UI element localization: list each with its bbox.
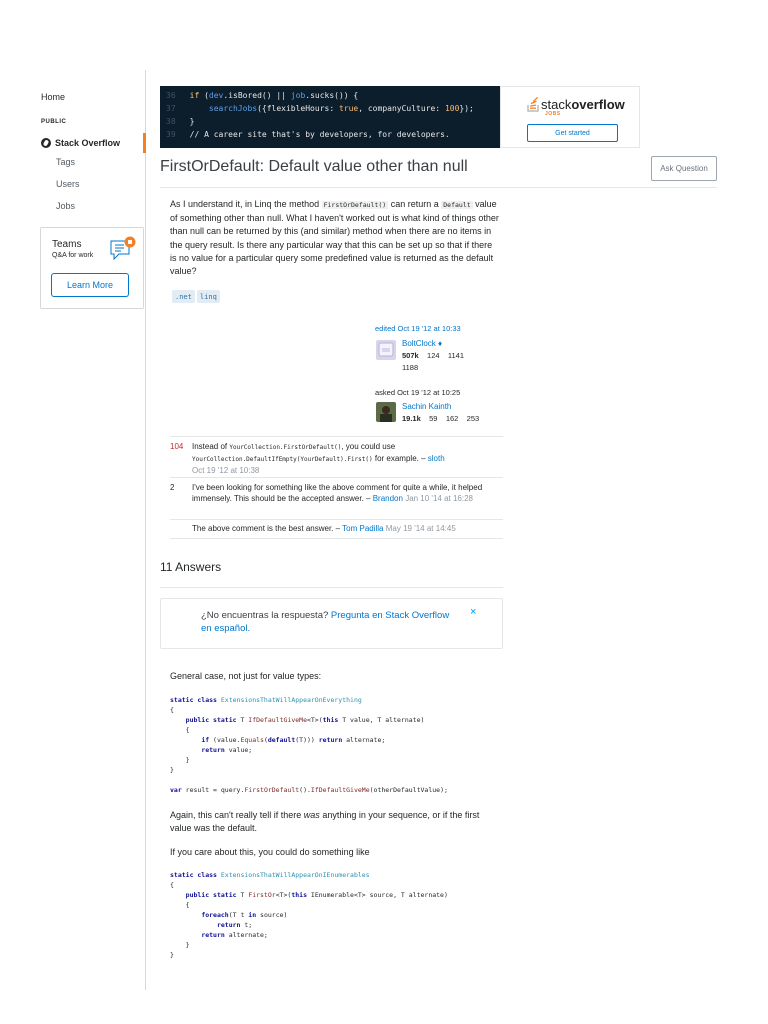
comment-divider (170, 519, 503, 520)
asker-name[interactable]: Sachin Kainth (402, 402, 452, 411)
stackoverflow-jobs-logo: stack overflow (527, 96, 625, 112)
close-icon[interactable]: × (470, 606, 477, 618)
answers-count: 11 Answers (160, 560, 222, 574)
answer-code-block: static class ExtensionsThatWillAppearOnEverything { public static T IfDefaultGiveMe<T>(this T value, T alternate) { if (value.Equals(default(T))) return alternate; return value; } } var result = query.FirstOrDefault().IfDefaultGiveMe(otherDefaultValue); (170, 696, 448, 794)
comment-user[interactable]: Tom Padilla (342, 524, 384, 533)
asked-timestamp: asked Oct 19 '12 at 10:25 (375, 388, 461, 397)
jobs-label: JOBS (545, 111, 561, 117)
teams-panel (40, 227, 144, 309)
question-title[interactable]: FirstOrDefault: Default value other than null (160, 158, 468, 175)
nav-public-heading: PUBLIC (41, 119, 67, 125)
comment-divider (170, 477, 503, 478)
question-body: As I understand it, in Linq the method FirstOrDefault() can return a Default value of something other than null. What I haven't worked out is what kind of things other than null can be returned by this (and similar) method when there are no items in the query result. Is there any particular way that this can be set up so that if there is no value for a particular query some predefined value is returned as the default value? (170, 199, 499, 277)
comment-score: 2 (170, 483, 175, 492)
editor-bronze: 1188 (402, 363, 419, 372)
spanish-site-promo: ¿No encuentras la respuesta? Pregunta en Stack Overflow en español. × (160, 598, 503, 649)
editor-reputation: 507k 124 1141 (402, 351, 465, 360)
comment-user[interactable]: Brandon (372, 494, 403, 503)
answer-paragraph: If you care about this, you could do something like (170, 847, 370, 857)
edited-timestamp[interactable]: edited Oct 19 '12 at 10:33 (375, 324, 461, 333)
tag-linq[interactable]: linq (197, 290, 220, 303)
nav-users[interactable]: Users (56, 179, 80, 189)
comment-user[interactable]: sloth (427, 454, 445, 463)
teams-chat-icon (110, 235, 136, 261)
nav-jobs[interactable]: Jobs (56, 201, 76, 211)
ask-question-button[interactable]: Ask Question (651, 156, 717, 181)
ad-code-line: 38 } (166, 117, 195, 126)
comments-divider (170, 436, 503, 437)
editor-avatar[interactable] (376, 340, 396, 360)
promo-link[interactable]: Pregunta en Stack Overflow en español. (201, 610, 450, 634)
globe-icon (41, 138, 51, 148)
asker-avatar[interactable] (376, 402, 396, 422)
jobs-ad-code[interactable] (160, 86, 500, 148)
comment-divider (170, 538, 503, 539)
ad-code-line: 36 if (dev.isBored() || job.sucks()) { (166, 91, 359, 100)
learn-more-button[interactable]: Learn More (51, 273, 129, 297)
header-divider (160, 187, 717, 188)
answers-divider (160, 587, 503, 588)
stack-logo-icon (527, 96, 541, 112)
answer-paragraph: Again, this can't really tell if there was anything in your sequence, or if the first value was the default. (170, 810, 480, 834)
teams-title: Teams (52, 239, 82, 250)
nav-home[interactable]: Home (41, 92, 66, 102)
jobs-ad-panel (500, 86, 640, 148)
tag-net[interactable]: .net (172, 290, 195, 303)
nav-stack-overflow-label: Stack Overflow (55, 138, 121, 148)
asker-reputation: 19.1k 59 162 253 (402, 414, 480, 423)
editor-name[interactable]: BoltClock ♦ (402, 339, 443, 348)
comment-score: 104 (170, 442, 184, 451)
answer-code-block: static class ExtensionsThatWillAppearOnIEnumerables { public static T FirstOr<T>(this IEnumerable<T> source, T alternate) { foreach(T t in source) return t; return alternate; } } (170, 871, 448, 959)
nav-tags[interactable]: Tags (56, 157, 76, 167)
ad-code-line: 37 searchJobs({flexibleHours: true, companyCulture: 100}); (166, 104, 474, 113)
answer-paragraph: General case, not just for value types: (170, 671, 322, 681)
ad-code-line: 39 // A career site that's by developers, for developers. (166, 130, 450, 139)
get-started-button[interactable]: Get started (527, 124, 618, 142)
comment-item: 2 I've been looking for something like the above comment for quite a while, it helped immensely. This should be the accepted answer. – Brandon Jan 10 '14 at 16:28 (170, 483, 483, 503)
nav-stack-overflow[interactable] (41, 133, 146, 153)
teams-subtitle: Q&A for work (52, 252, 94, 259)
comment-item: 104 Instead of YourCollection.FirstOrDefault(), you could use YourCollection.DefaultIfEmpty(YourDefault).First() for example. – sloth Oct 19 '12 at 10:38 (170, 442, 445, 475)
